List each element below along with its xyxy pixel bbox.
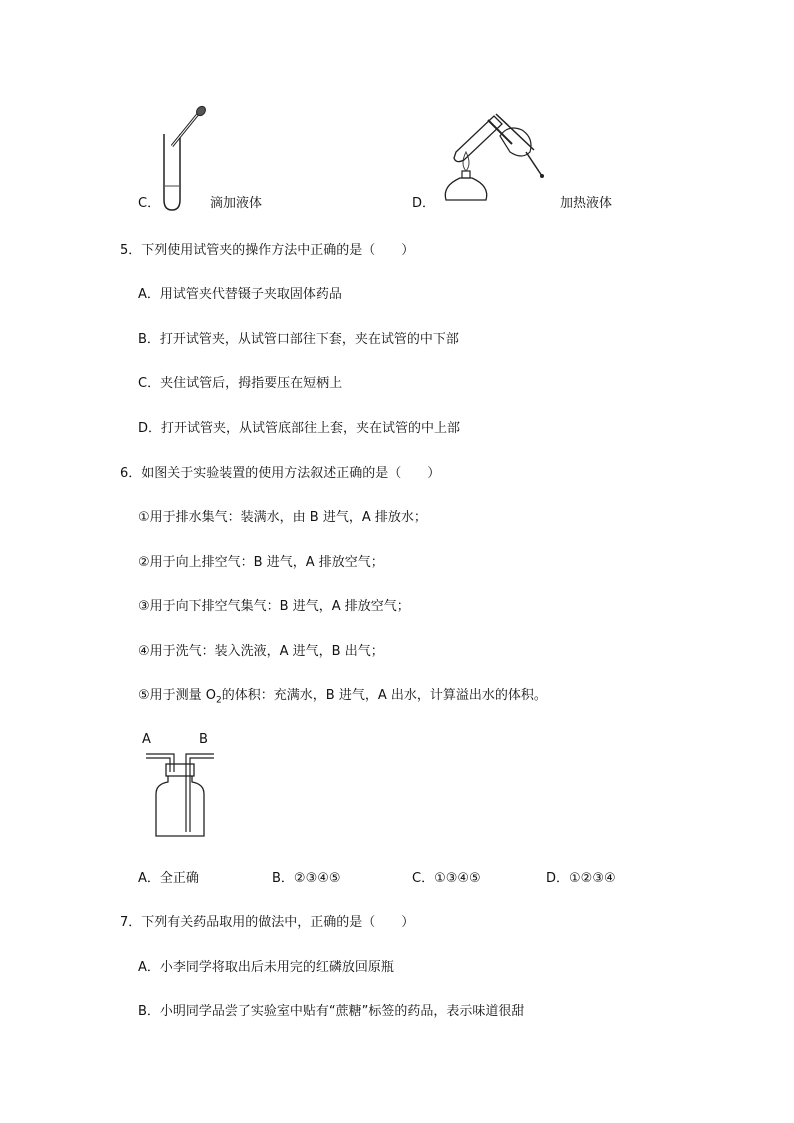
q6-choice-b: B．②③④⑤ xyxy=(272,871,341,886)
q6-statement-5-subscript: 2 xyxy=(216,695,222,706)
q5-stem: 5．下列使用试管夹的操作方法中正确的是（ ） xyxy=(120,243,415,258)
q4-option-c-caption: 滴加液体 xyxy=(210,196,263,211)
q6-statement-5-before: ⑤用于测量 O xyxy=(138,688,217,703)
q5-option-b: B．打开试管夹，从试管口部往下套，夹在试管的中下部 xyxy=(138,332,459,347)
heating-liquid-figure xyxy=(438,108,548,206)
q6-statement-5 xyxy=(138,688,547,709)
q6-statement-4: ④用于洗气：装入洗液，A 进气，B 出气； xyxy=(138,644,384,659)
q6-choice-c: C．①③④⑤ xyxy=(412,871,481,886)
gas-bottle-figure xyxy=(138,748,222,842)
q4-option-d-letter: D． xyxy=(412,196,436,211)
q6-statement-3: ③用于向下排空气集气：B 进气，A 排放空气； xyxy=(138,599,410,614)
q7-stem: 7．下列有关药品取用的做法中，正确的是（ ） xyxy=(120,915,415,930)
q4-option-d-caption: 加热液体 xyxy=(560,196,613,211)
q6-stem: 6．如图关于实验装置的使用方法叙述正确的是（ ） xyxy=(120,466,441,481)
q5-option-a: A．用试管夹代替镊子夹取固体药品 xyxy=(138,287,342,302)
q6-choice-a: A．全正确 xyxy=(138,871,199,886)
bottle-label-b: B xyxy=(199,732,208,747)
q5-option-d: D．打开试管夹，从试管底部往上套，夹在试管的中上部 xyxy=(138,421,461,436)
q6-statement-5-after: 的体积：充满水，B 进气，A 出水，计算溢出水的体积。 xyxy=(221,688,547,703)
q6-statement-1: ①用于排水集气：装满水，由 B 进气，A 排放水； xyxy=(138,510,427,525)
q7-option-b: B．小明同学品尝了实验室中贴有“蔗糖”标签的药品，表示味道很甜 xyxy=(138,1004,525,1019)
bottle-label-a: A xyxy=(142,732,151,747)
q4-option-c-letter: C． xyxy=(138,196,161,211)
q6-choice-d: D．①②③④ xyxy=(546,871,616,886)
q6-statement-2: ②用于向上排空气：B 进气，A 排放空气； xyxy=(138,555,384,570)
q7-option-a: A．小李同学将取出后未用完的红磷放回原瓶 xyxy=(138,960,394,975)
q5-option-c: C．夹住试管后，拇指要压在短柄上 xyxy=(138,376,343,391)
dropper-test-tube-figure xyxy=(152,104,212,216)
